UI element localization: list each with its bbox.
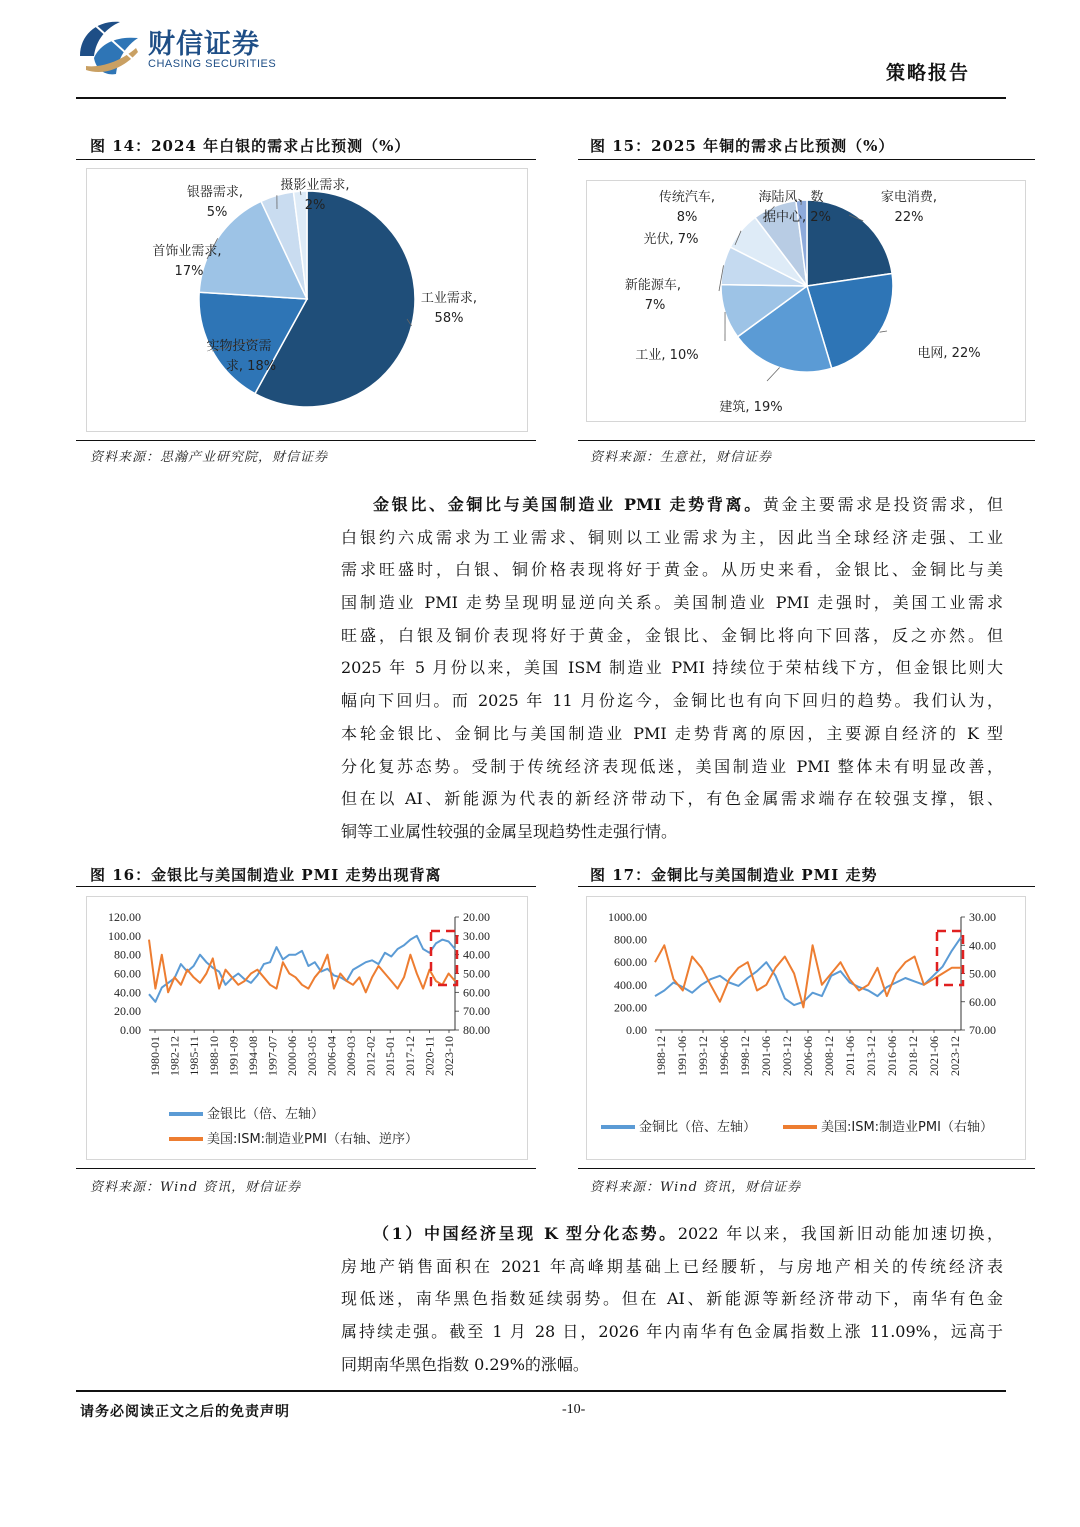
fig15-chart xyxy=(586,180,1026,422)
x-tick: 2013-12 xyxy=(864,1036,878,1076)
y-right-tick: 70.00 xyxy=(969,1023,996,1037)
legend-label: 金铜比（倍、左轴） xyxy=(639,1120,757,1135)
para-line xyxy=(341,1349,1003,1382)
fig16-title-rule xyxy=(76,886,536,887)
pie-label: 家电消费, xyxy=(880,190,938,205)
fig17-title-rule xyxy=(578,886,1035,887)
para-line-text: 本轮金银比、金铜比与美国制造业 PMI 走势背离的原因，主要源自经济的 K 型 xyxy=(341,723,1003,743)
x-tick: 2017-12 xyxy=(402,1036,417,1076)
fig14-chart xyxy=(86,168,528,432)
fig17-chart xyxy=(586,896,1026,1160)
para-line xyxy=(341,620,1003,653)
pie-label-value: 58% xyxy=(434,311,464,326)
para-line-text: 房地产销售面积在 2021 年高峰期基础上已经腰斩，与房地产相关的传统经济表 xyxy=(341,1256,1003,1276)
fig14-bottom-rule xyxy=(76,440,536,441)
para-line-text: 白银约六成需求为工业需求、铜则以工业需求为主，因此当全球经济走强、工业 xyxy=(341,527,1003,547)
y-right-tick: 30.00 xyxy=(969,910,996,924)
fig14-title: 图 14：2024 年白银的需求占比预测（%） xyxy=(90,137,411,155)
x-tick: 2008-12 xyxy=(822,1036,836,1076)
fig14-source: 资料来源：思瀚产业研究院，财信证券 xyxy=(90,450,329,465)
y-left-tick: 0.00 xyxy=(120,1023,141,1037)
fig16-bottom-rule xyxy=(76,1168,536,1169)
y-left-tick: 400.00 xyxy=(614,977,647,992)
para-line-text: 现低迷，南华黑色指数延续弱势。但在 AI、新能源等新经济带动下，南华有色金 xyxy=(341,1289,1003,1309)
fig17-title: 图 17：金铜比与美国制造业 PMI 走势 xyxy=(590,866,878,884)
x-tick: 2006-06 xyxy=(801,1036,815,1076)
y-left-tick: 20.00 xyxy=(114,1004,141,1019)
y-left-tick: 120.00 xyxy=(108,910,141,924)
para-line xyxy=(341,783,1003,816)
y-left-tick: 600.00 xyxy=(614,955,647,970)
pie-label: 光伏, 7% xyxy=(643,232,699,247)
y-left-tick: 1000.00 xyxy=(608,910,647,924)
x-tick: 2023-12 xyxy=(948,1036,962,1076)
fig14-pie-svg xyxy=(87,169,527,431)
para-line xyxy=(341,685,1003,718)
y-right-tick: 60.00 xyxy=(969,994,996,1009)
legend-label: 美国:ISM:制造业PMI（右轴） xyxy=(821,1120,993,1135)
y-right-tick: 40.00 xyxy=(463,947,490,962)
x-tick: 2011-06 xyxy=(843,1036,857,1076)
para-line-text: 铜等工业属性较强的金属呈现趋势性走强行情。 xyxy=(341,821,678,841)
x-tick: 2009-03 xyxy=(344,1036,358,1076)
pie-label: 传统汽车, xyxy=(658,190,716,205)
x-tick: 2015-01 xyxy=(383,1036,398,1076)
para-line xyxy=(341,1218,1003,1251)
x-tick: 2023-10 xyxy=(442,1036,456,1076)
y-left-tick: 800.00 xyxy=(614,932,647,947)
pie-label: 实物投资需 xyxy=(206,339,272,354)
report-type: 策略报告 xyxy=(885,62,970,84)
para-line xyxy=(341,1316,1003,1349)
para-line xyxy=(341,587,1003,620)
para-line xyxy=(341,1251,1003,1284)
x-tick: 1988-12 xyxy=(654,1036,668,1076)
fig16-chart xyxy=(86,896,528,1160)
legend-label: 金银比（倍、左轴） xyxy=(207,1107,325,1122)
x-tick: 1991-09 xyxy=(226,1036,241,1076)
pie-label: 建筑, 19% xyxy=(719,400,783,415)
x-tick: 1994-08 xyxy=(246,1036,260,1076)
x-tick: 2021-06 xyxy=(927,1036,941,1076)
fig17-bottom-rule xyxy=(578,1168,1035,1169)
x-tick: 2012-02 xyxy=(363,1036,378,1076)
fig16-source: 资料来源：Wind 资讯，财信证券 xyxy=(90,1180,302,1195)
para-line-text: 分化复苏态势。受制于传统经济表现低迷，美国制造业 PMI 整体未有明显改善， xyxy=(341,756,1003,776)
fig15-source: 资料来源：生意社，财信证券 xyxy=(590,450,773,465)
para-line-text: 幅向下回归。而 2025 年 11 月份迄今，金铜比也有向下回归的趋势。我们认为， xyxy=(341,691,1003,711)
x-tick: 1980-01 xyxy=(148,1036,162,1076)
fig14-title-rule xyxy=(76,159,536,160)
para-line xyxy=(341,718,1003,751)
pie-label: 工业需求, xyxy=(420,291,478,306)
pie-label: 工业, 10% xyxy=(635,348,699,363)
pie-label-value: 求, 18% xyxy=(225,359,277,374)
y-left-tick: 200.00 xyxy=(614,1000,647,1015)
para-line xyxy=(341,554,1003,587)
pie-label: 首饰业需求, xyxy=(152,244,222,259)
x-tick: 1988-10 xyxy=(206,1036,221,1076)
para-line-text: 需求旺盛时，白银、铜价格表现将好于黄金。从历史来看，金银比、金铜比与美 xyxy=(341,560,1003,580)
x-tick: 2003-12 xyxy=(780,1036,794,1076)
fig15-pie-svg xyxy=(587,181,1025,421)
brand-logo xyxy=(76,18,286,82)
para-line xyxy=(341,652,1003,685)
para-line-text: 但在以 AI、新能源为代表的新经济带动下，有色金属需求端存在较强支撑，银、 xyxy=(341,789,1003,809)
para-line xyxy=(341,751,1003,784)
para-line-text: 2022 年以来，我国新旧动能加速切换， xyxy=(677,1224,1003,1243)
body-paragraph-k-shape xyxy=(341,1218,1003,1381)
x-tick: 1985-11 xyxy=(187,1036,202,1076)
y-right-tick: 20.00 xyxy=(463,910,490,924)
pie-label-value: 5% xyxy=(206,205,228,220)
series-line xyxy=(149,940,455,993)
x-tick: 1991-06 xyxy=(675,1036,689,1076)
body-paragraph-divergence xyxy=(341,489,1003,849)
x-tick: 2001-06 xyxy=(759,1036,773,1076)
x-tick: 2018-12 xyxy=(906,1036,920,1076)
series-line xyxy=(149,936,455,1002)
y-right-tick: 50.00 xyxy=(969,966,996,981)
x-tick: 1998-12 xyxy=(738,1036,752,1076)
pie-label-value: 22% xyxy=(894,210,924,225)
para-line xyxy=(341,489,1003,522)
brand-name-en: CHASING SECURITIES xyxy=(148,58,277,70)
pie-label: 摄影业需求, xyxy=(280,178,350,193)
x-tick: 1996-06 xyxy=(717,1036,731,1076)
pie-label: 新能源车, xyxy=(624,278,682,293)
page-number: -10- xyxy=(562,1402,586,1417)
pie-label-value: 2% xyxy=(304,198,326,213)
para-line-text: 2025 年 5 月份以来，美国 ISM 制造业 PMI 持续位于荣枯线下方，但金银比则大 xyxy=(341,658,1003,678)
logo-emblem-icon xyxy=(76,18,142,80)
x-tick: 2006-04 xyxy=(324,1036,339,1076)
y-right-tick: 80.00 xyxy=(463,1023,490,1037)
para-line xyxy=(341,522,1003,555)
pie-label-value: 据中心, 2% xyxy=(763,210,831,225)
header-rule xyxy=(76,97,1006,99)
fig16-title: 图 16：金银比与美国制造业 PMI 走势出现背离 xyxy=(90,866,442,884)
pie-label-value: 17% xyxy=(174,264,204,279)
y-right-tick: 30.00 xyxy=(463,928,490,943)
x-tick: 2016-06 xyxy=(885,1036,899,1076)
fig17-source: 资料来源：Wind 资讯，财信证券 xyxy=(590,1180,802,1195)
brand-name-cn: 财信证券 xyxy=(148,29,260,60)
x-tick: 1982-12 xyxy=(167,1036,182,1076)
y-right-tick: 70.00 xyxy=(463,1004,490,1019)
para-lead-bold: （1）中国经济呈现 K 型分化态势。 xyxy=(373,1224,678,1243)
x-tick: 2000-06 xyxy=(285,1036,300,1076)
fig17-line-svg xyxy=(587,897,1025,1159)
y-left-tick: 0.00 xyxy=(626,1023,647,1037)
x-tick: 2020-11 xyxy=(422,1036,437,1076)
y-right-tick: 60.00 xyxy=(463,985,490,1000)
y-left-tick: 60.00 xyxy=(114,966,141,981)
para-line-text: 黄金主要需求是投资需求，但 xyxy=(762,495,1003,514)
legend-label: 美国:ISM:制造业PMI（右轴、逆序） xyxy=(207,1132,418,1147)
para-line-text: 属持续走强。截至 1 月 28 日，2026 年内南华有色金属指数上涨 11.09%，远高于 xyxy=(341,1322,1003,1342)
y-left-tick: 80.00 xyxy=(114,947,141,962)
footer-rule xyxy=(76,1390,1006,1392)
para-line-text: 同期南华黑色指数 0.29%的涨幅。 xyxy=(341,1354,589,1374)
para-line-text: 旺盛，白银及铜价表现将好于黄金，金银比、金铜比将向下回落，反之亦然。但 xyxy=(341,625,1003,645)
para-lead-bold: 金银比、金铜比与美国制造业 PMI 走势背离。 xyxy=(373,495,763,514)
y-right-tick: 40.00 xyxy=(969,938,996,953)
fig15-title-rule xyxy=(578,159,1035,160)
fig15-title: 图 15：2025 年铜的需求占比预测（%） xyxy=(590,137,895,155)
fig15-bottom-rule xyxy=(578,440,1035,441)
pie-leader-line xyxy=(767,368,780,381)
y-left-tick: 40.00 xyxy=(114,985,141,1000)
pie-label: 银器需求, xyxy=(186,185,244,200)
footer-disclaimer: 请务必阅读正文之后的免责声明 xyxy=(80,1404,290,1420)
pie-label-value: 7% xyxy=(644,298,666,313)
para-line xyxy=(341,816,1003,849)
para-line xyxy=(341,1283,1003,1316)
pie-label-value: 8% xyxy=(676,210,698,225)
x-tick: 1997-07 xyxy=(265,1036,280,1076)
fig16-line-svg xyxy=(87,897,527,1159)
para-line-text: 国制造业 PMI 走势呈现明显逆向关系。美国制造业 PMI 走强时，美国工业需求 xyxy=(341,593,1003,613)
x-tick: 1993-12 xyxy=(696,1036,710,1076)
pie-label: 电网, 22% xyxy=(917,346,981,361)
y-right-tick: 50.00 xyxy=(463,966,490,981)
x-tick: 2003-05 xyxy=(304,1036,319,1076)
pie-label: 海陆风、数 xyxy=(758,190,824,205)
y-left-tick: 100.00 xyxy=(108,928,141,943)
